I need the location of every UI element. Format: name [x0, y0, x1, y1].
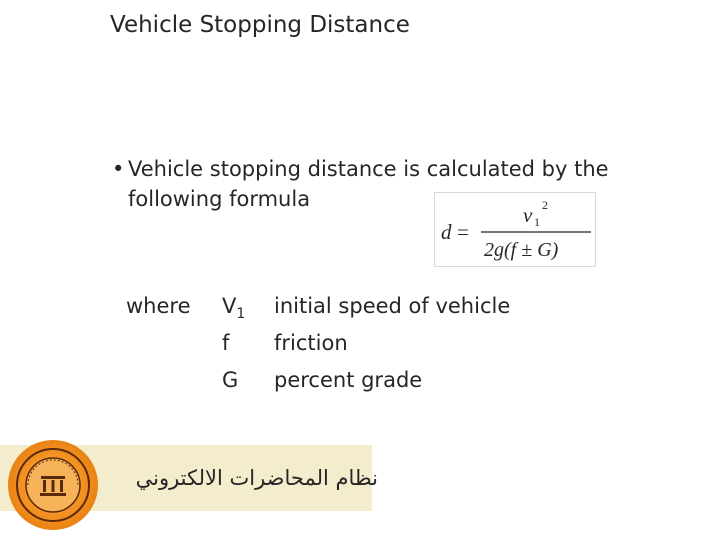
- university-seal-icon: [8, 440, 98, 530]
- formula-numerator-sup: 2: [542, 198, 548, 212]
- formula-image: [434, 192, 596, 267]
- bullet-line-1: Vehicle stopping distance is calculated by the: [128, 157, 609, 181]
- definition-symbol-1: [222, 294, 245, 322]
- definition-symbol-3: G: [222, 368, 239, 392]
- symbol-text: V: [222, 294, 237, 318]
- definition-meaning-3: percent grade: [274, 368, 423, 392]
- formula-equals: =: [457, 220, 469, 244]
- where-label: where: [126, 294, 191, 318]
- bullet-line-2: following formula: [128, 187, 311, 211]
- definition-meaning-1: initial speed of vehicle: [274, 294, 511, 318]
- formula-numerator-var: v: [523, 203, 533, 227]
- footer-text: نظام المحاضرات الالكتروني: [135, 466, 378, 490]
- bullet-marker: •: [112, 157, 125, 181]
- stopping-distance-formula: [435, 193, 595, 266]
- symbol-subscript: 1: [236, 306, 246, 323]
- formula-lhs: d: [441, 220, 452, 244]
- slide-title: Vehicle Stopping Distance: [110, 12, 410, 38]
- formula-denominator: 2g(f ± G): [484, 239, 559, 261]
- definition-meaning-2: friction: [274, 331, 348, 355]
- formula-numerator-sub: 1: [534, 215, 540, 229]
- definition-symbol-2: f: [222, 331, 230, 355]
